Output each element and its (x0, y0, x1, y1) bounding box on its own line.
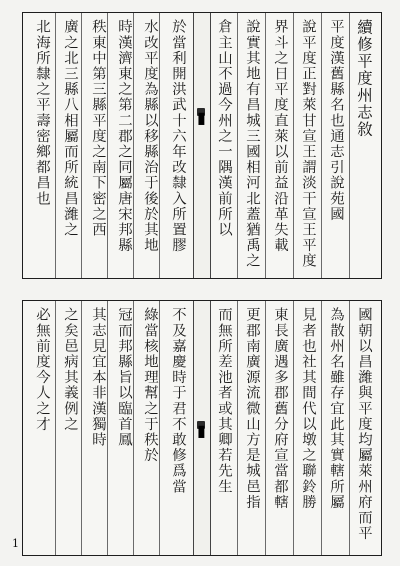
text-column: 平度漢舊縣名也通志引說苑國 (328, 19, 344, 222)
text-column: 倉主山不過今州之一隅漢前所以 (216, 19, 232, 238)
upper-page-panel (22, 12, 382, 279)
text-column: 見者也社其間代以墩之聯鈴勝 (300, 307, 316, 510)
text-column: 之矣邑病其義例之 (62, 307, 78, 432)
text-column: 其志見宜本非漢獨時 (90, 307, 106, 448)
text-column: 廣之北三縣八相屬而所統昌濰之 (62, 19, 78, 238)
text-column: 更郡南廣源流微山方是城邑指 (244, 307, 260, 510)
text-column: 不及嘉慶時于君不敢修爲當 (170, 307, 186, 495)
text-column: 東長廣遇多郡舊分府宣當都轄 (272, 307, 288, 510)
page-number: 1 (12, 537, 19, 550)
text-column: 秩東中第三縣平度之南下密之西 (90, 19, 106, 238)
fish-tail-mark-icon: ▮ (197, 108, 206, 127)
text-column: 綠當核地理幫之于秩於 (142, 307, 158, 463)
text-column: 冠而邦縣旨以臨首鳳 (116, 307, 132, 448)
text-column: 水改平度為縣以移縣治于後於其地 (142, 19, 158, 253)
text-column: 說實其地有昌城三國相河北蓋猶禹之 (244, 19, 260, 269)
lower-page-panel (22, 300, 382, 556)
text-column: 北海所隸之平壽密鄉都昌也 (34, 19, 50, 207)
fish-tail-mark-icon: ▮ (197, 421, 206, 440)
text-column-title: 續修平度州志敘 (355, 19, 373, 138)
text-column: 界斗之日平度直萊以前益沿革失載 (272, 19, 288, 253)
text-column: 時漢濟東之第二郡之同屬唐宋邦縣 (116, 19, 132, 253)
text-column: 而無所差池者或其卿若先生 (216, 307, 232, 495)
text-column: 國朝以昌濰與平度均屬萊州府而平 (356, 307, 372, 541)
text-column: 於當利開洪武十六年改隸入所置膠 (170, 19, 186, 253)
text-column: 必無前度今人之才 (34, 307, 50, 432)
text-column: 說平度正對萊甘宣王謂淡干宣王平度 (300, 19, 316, 269)
text-column: 為散州名雖存宜此其實轄所屬 (328, 307, 344, 510)
